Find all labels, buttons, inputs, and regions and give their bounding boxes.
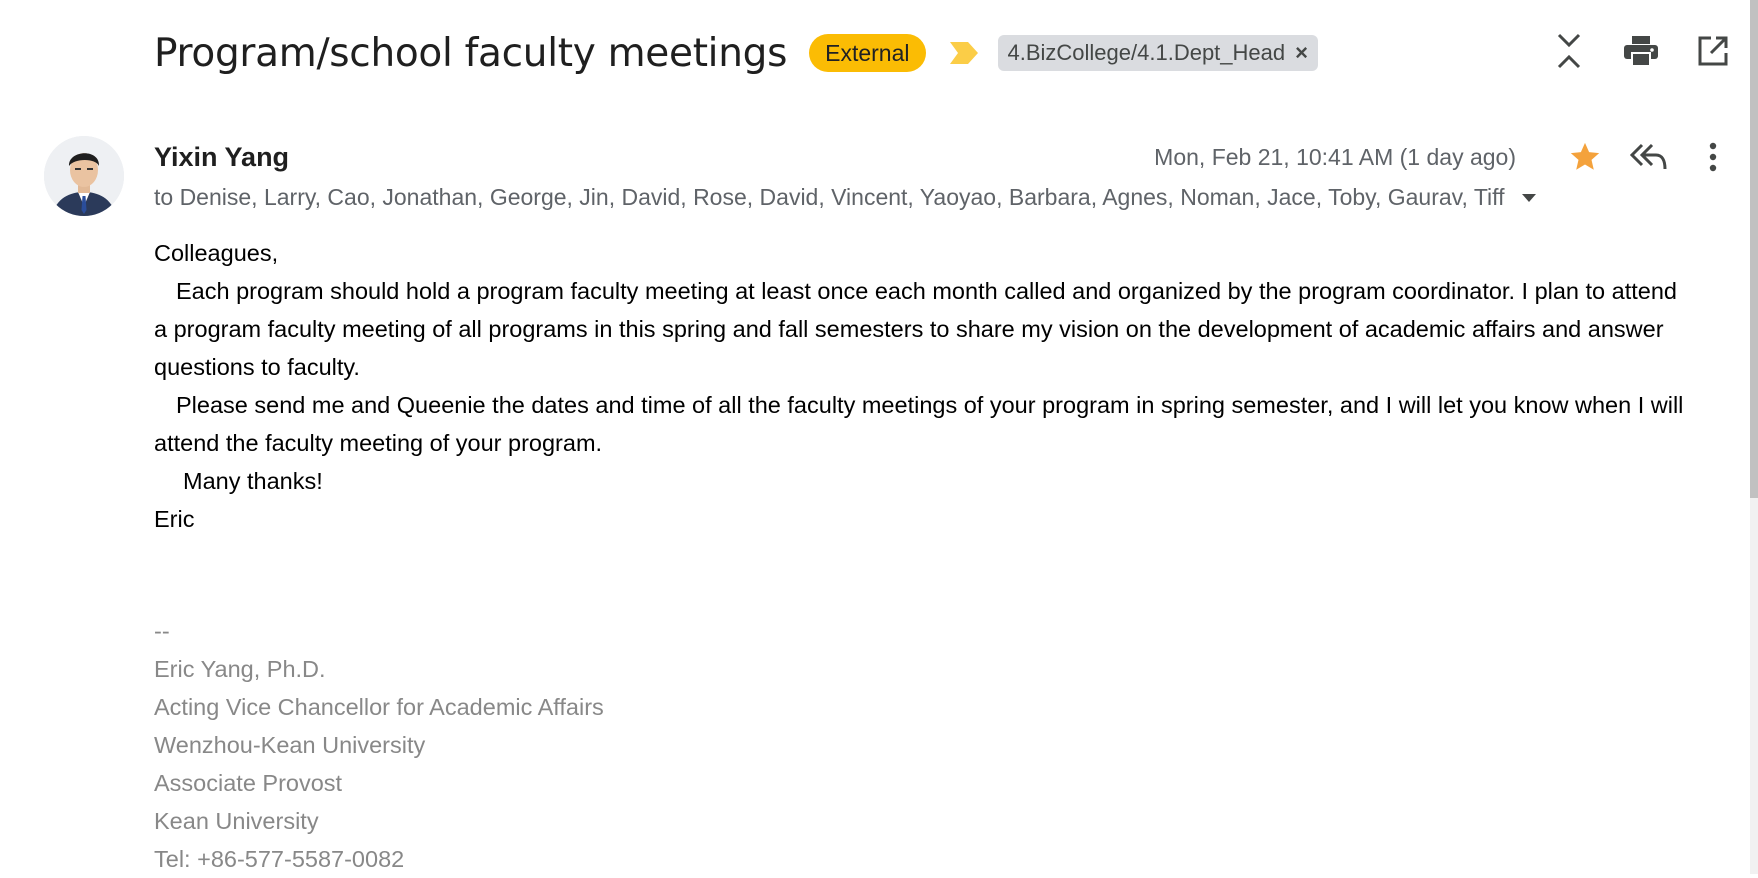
open-in-new-window-icon[interactable] <box>1690 28 1736 74</box>
signature-phone: Tel: +86-577-5587-0082 <box>154 846 405 872</box>
chevron-down-icon[interactable] <box>1517 186 1541 210</box>
message-body <box>154 234 1684 538</box>
sender-name[interactable]: Yixin Yang <box>154 142 290 172</box>
body-paragraph-1: Each program should hold a program faculty meeting at least once each month called and organized by the program coordinator. I plan to attend a program faculty meeting of all programs in this spring and fall semesters to share my vision on the development of academic affairs and answer questions to faculty. <box>154 278 1677 380</box>
reply-all-icon[interactable] <box>1626 134 1672 180</box>
thread-actions <box>1546 28 1736 74</box>
signature-block <box>154 612 604 878</box>
signature-line: Acting Vice Chancellor for Academic Affairs <box>154 694 604 720</box>
label-arrow-icon[interactable] <box>948 39 980 67</box>
label-chip-text[interactable]: 4.BizCollege/4.1.Dept_Head <box>1007 40 1286 65</box>
body-paragraph-2: Please send me and Queenie the dates and time of all the faculty meetings of your program in spring semester, and I will let you know when I will attend the faculty meeting of your program. <box>154 392 1684 456</box>
message-meta <box>1154 134 1736 180</box>
scrollbar-thumb[interactable] <box>1750 0 1758 498</box>
message-date: Mon, Feb 21, 10:41 AM (1 day ago) <box>1154 143 1516 170</box>
email-subject: Program/school faculty meetings <box>154 30 788 76</box>
star-icon[interactable] <box>1562 134 1608 180</box>
more-vertical-icon[interactable] <box>1690 134 1736 180</box>
collapse-all-icon[interactable] <box>1546 28 1592 74</box>
signature-line: Associate Provost <box>154 770 343 796</box>
signature-line: Wenzhou-Kean University <box>154 732 426 758</box>
label-remove-icon[interactable]: × <box>1295 40 1308 65</box>
subject-row <box>154 22 1318 84</box>
signature-name: Eric Yang, Ph.D. <box>154 656 326 682</box>
label-chip <box>998 35 1318 71</box>
thanks-line: Many thanks! <box>183 468 323 494</box>
external-badge[interactable]: External <box>809 34 925 72</box>
greeting: Colleagues, <box>154 240 279 266</box>
recipients-list: to Denise, Larry, Cao, Jonathan, George, Jin, David, Rose, David, Vincent, Yaoyao, Barbara, Agnes, Noman, Jace, Toby, Gaurav, Tiff <box>154 184 1505 210</box>
sender-avatar[interactable] <box>44 136 124 216</box>
print-icon[interactable] <box>1618 28 1664 74</box>
signoff: Eric <box>154 506 195 532</box>
signature-separator: -- <box>154 618 170 644</box>
signature-line: Kean University <box>154 808 319 834</box>
recipients-row <box>154 184 1594 211</box>
